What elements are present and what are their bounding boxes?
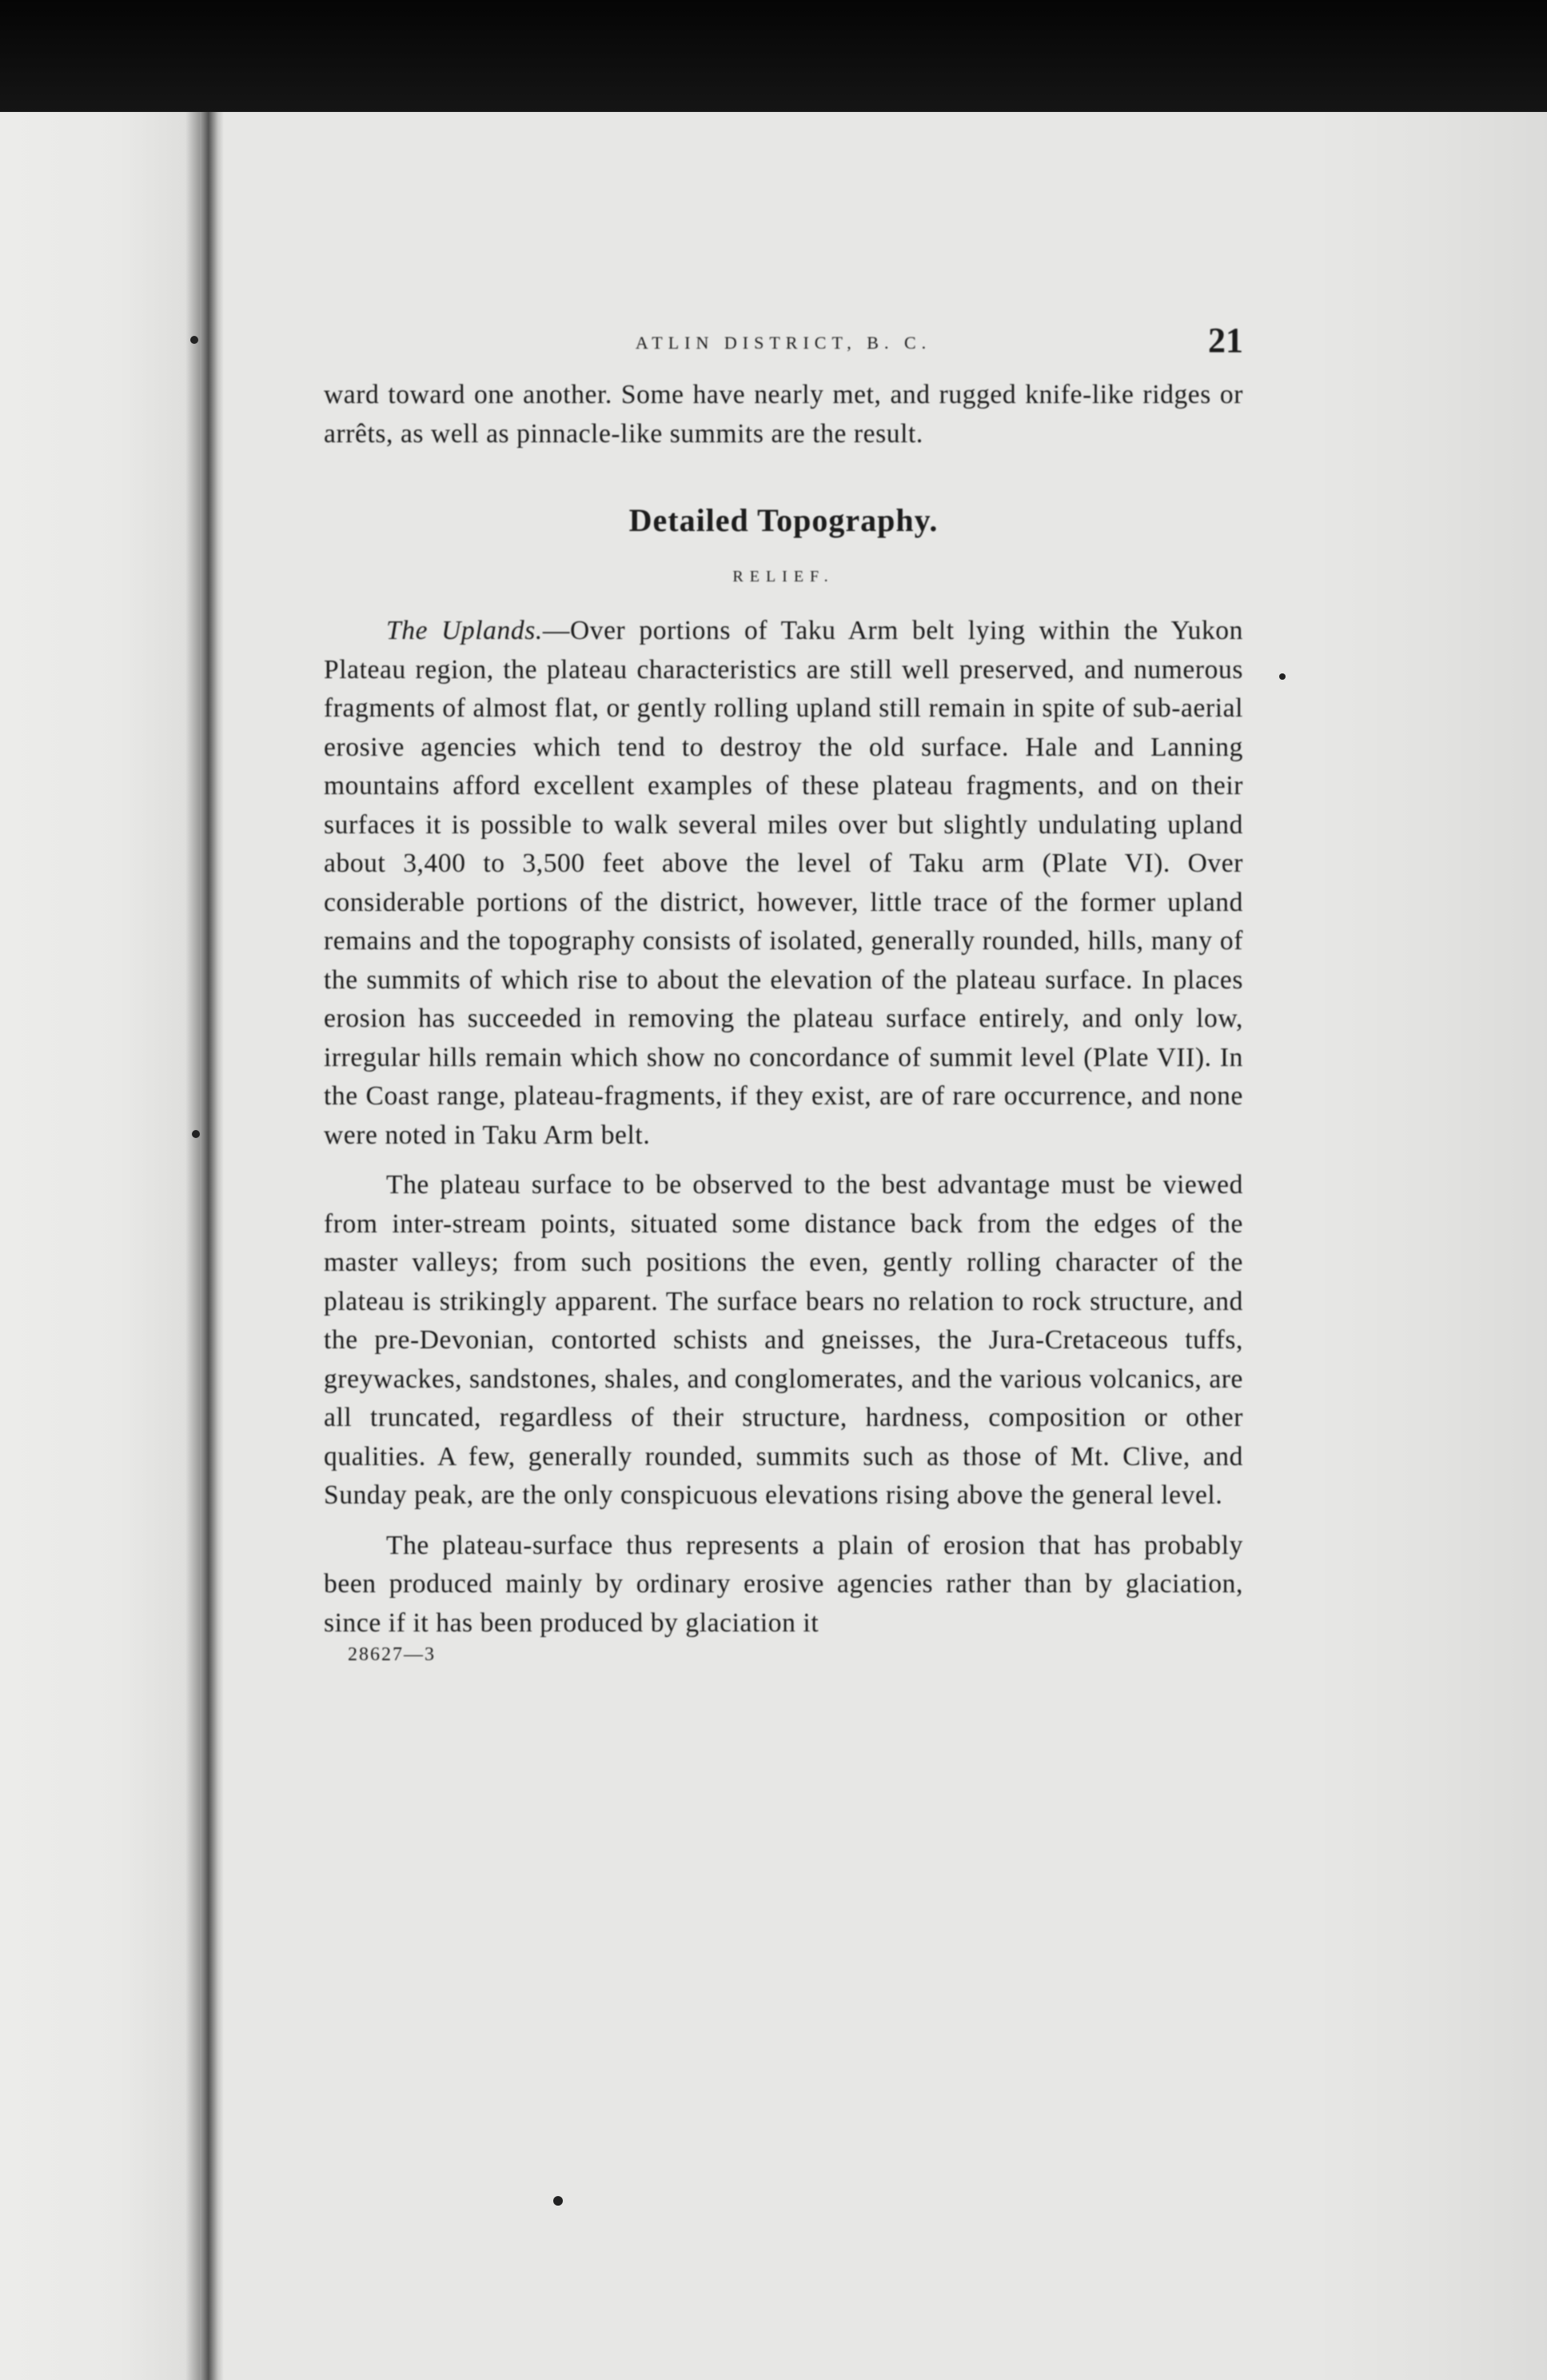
paragraph-uplands-body: —Over portions of Taku Arm belt lying within the Yukon Plateau region, the plateau characteristics are still well preserved, and numerous fragments of almost flat, or gently rolling upland still remain in spite of sub-aerial erosive agencies which tend to destroy the old surface. Hale and Lanning mountains afford excellent examples of these plateau fragments, and on their surfaces it is possible to walk several miles over but slightly undulating upland about 3,400 to 3,500 feet above the level of Taku arm (Plate VI). Over considerable portions of the district, however, little trace of the former upland remains and the topography consists of isolated, generally rounded, hills, many of the summits of which rise to about the elevation of the plateau surface. In places erosion has succeeded in removing the plateau surface entirely, and only low, irregular hills remain which show no concordance of summit level (Plate VII). In the Coast range, plateau-fragments, if they exist, are of rare occurrence, and none were noted in Taku Arm belt. — [324, 616, 1243, 1150]
run-in-heading: The Uplands. — [386, 616, 543, 645]
right-edge-shading — [1311, 112, 1547, 2380]
page-header — [324, 320, 1243, 376]
speck-dot — [553, 2196, 563, 2206]
page-number: 21 — [1208, 321, 1243, 360]
paragraph-plateau-surface: The plateau surface to be observed to the best advantage must be viewed from inter-stream points, situated some distance back from the edges of the master valleys; from such positions the even, gently rolling character of the plateau is strikingly apparent. The surface bears no relation to rock structure, and the pre-Devonian, contorted schists and gneisses, the Jura-Cretaceous tuffs, greywackes, sandstones, shales, and conglomerates, and the various volcanics, are all truncated, regardless of their structure, hardness, composition or other qualities. A few, generally rounded, summits such as those of Mt. Clive, and Sunday peak, are the only conspicuous elevations rising above the general level. — [324, 1170, 1244, 1510]
speck-dot — [192, 1130, 200, 1138]
signature-mark: 28627—3 — [348, 1644, 436, 1665]
section-title: Detailed Topography. — [628, 502, 939, 538]
left-margin — [0, 112, 200, 2380]
page-text-block — [324, 320, 1243, 1666]
running-head: ATLIN DISTRICT, B. C. — [635, 333, 932, 353]
carry-over-paragraph: ward toward one another. Some have nearly met, and rugged knife-like ridges or arrêts, as well as pinnacle-like summits are the result. — [324, 380, 1243, 449]
paragraph-uplands — [324, 612, 1243, 1155]
speck-dot — [1279, 673, 1286, 680]
subheading: RELIEF. — [732, 568, 835, 585]
scanner-border — [0, 0, 1547, 112]
binding-shadow — [185, 112, 224, 2380]
speck-dot — [190, 336, 198, 344]
paragraph-erosion-plain: The plateau-surface thus represents a plain of erosion that has probably been produced mainly by ordinary erosive agencies rather than by glaciation, since if it has been produced by glaciation it — [324, 1530, 1243, 1638]
